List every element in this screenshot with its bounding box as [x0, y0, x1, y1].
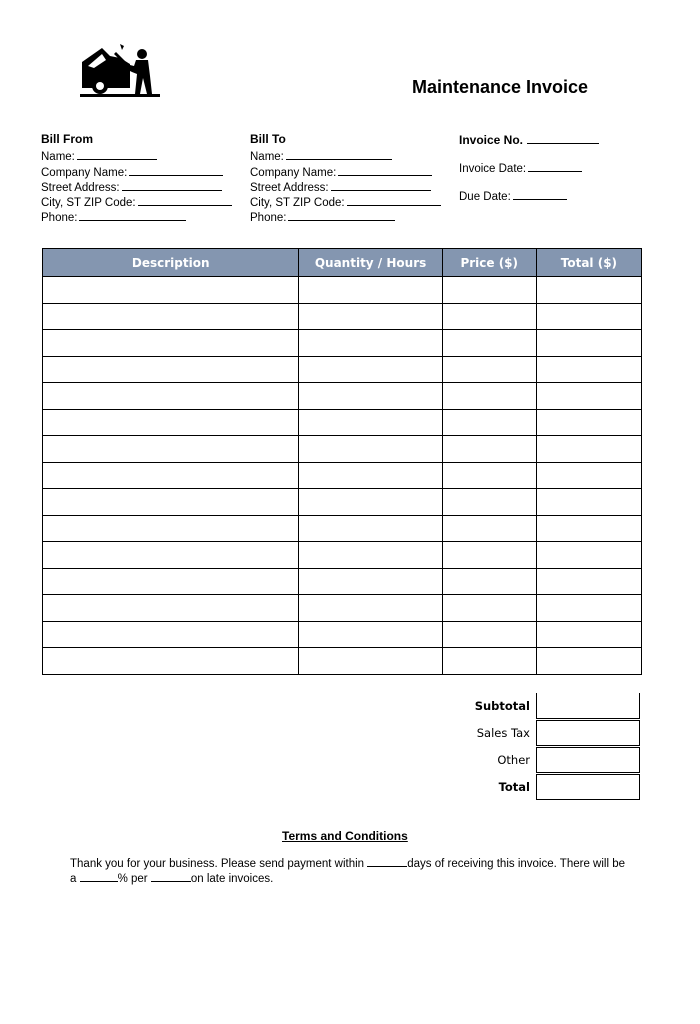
- quantity-cell[interactable]: [299, 542, 442, 569]
- quantity-cell[interactable]: [299, 383, 442, 410]
- total-cell[interactable]: [536, 568, 641, 595]
- table-row: [43, 277, 642, 304]
- other-label: Other: [497, 752, 530, 767]
- invoice-meta-section: [459, 133, 599, 217]
- bill-to-heading: Bill To: [250, 132, 286, 146]
- column-header-description: Description: [43, 249, 299, 277]
- price-cell[interactable]: [442, 303, 536, 330]
- quantity-cell[interactable]: [299, 277, 442, 304]
- table-row: [43, 383, 642, 410]
- sales-tax-label: Sales Tax: [476, 725, 530, 740]
- bill-to-company-field[interactable]: Company Name:: [250, 165, 441, 180]
- subtotal-row: [440, 692, 640, 719]
- bill-to-phone-field[interactable]: Phone:: [250, 210, 441, 225]
- subtotal-label: Subtotal: [474, 698, 530, 713]
- quantity-cell[interactable]: [299, 436, 442, 463]
- column-header-quantity: Quantity / Hours: [299, 249, 442, 277]
- sales-tax-row: [440, 719, 640, 746]
- table-row: [43, 621, 642, 648]
- description-cell[interactable]: [43, 409, 299, 436]
- table-row: [43, 595, 642, 622]
- bill-from-phone-field[interactable]: Phone:: [41, 210, 232, 225]
- total-cell[interactable]: [536, 542, 641, 569]
- table-row: [43, 462, 642, 489]
- price-cell[interactable]: [442, 648, 536, 675]
- total-cell[interactable]: [536, 383, 641, 410]
- due-date-field[interactable]: Due Date:: [459, 189, 599, 217]
- total-cell[interactable]: [536, 356, 641, 383]
- price-cell[interactable]: [442, 356, 536, 383]
- price-cell[interactable]: [442, 277, 536, 304]
- total-cell[interactable]: [536, 303, 641, 330]
- other-row: [440, 746, 640, 773]
- price-cell[interactable]: [442, 330, 536, 357]
- quantity-cell[interactable]: [299, 621, 442, 648]
- bill-to-street-field[interactable]: Street Address:: [250, 180, 441, 195]
- description-cell[interactable]: [43, 568, 299, 595]
- bill-to-section: [250, 133, 441, 226]
- quantity-cell[interactable]: [299, 648, 442, 675]
- table-row: [43, 303, 642, 330]
- description-cell[interactable]: [43, 462, 299, 489]
- total-label: Total: [498, 779, 530, 794]
- price-cell[interactable]: [442, 383, 536, 410]
- table-header-row: [43, 249, 642, 277]
- total-cell[interactable]: [536, 409, 641, 436]
- invoice-number-field[interactable]: Invoice No.: [459, 133, 599, 161]
- table-row: [43, 542, 642, 569]
- description-cell[interactable]: [43, 303, 299, 330]
- table-row: [43, 409, 642, 436]
- total-cell[interactable]: [536, 621, 641, 648]
- price-cell[interactable]: [442, 409, 536, 436]
- description-cell[interactable]: [43, 330, 299, 357]
- table-row: [43, 568, 642, 595]
- total-row: [440, 773, 640, 800]
- price-cell[interactable]: [442, 515, 536, 542]
- quantity-cell[interactable]: [299, 595, 442, 622]
- price-cell[interactable]: [442, 542, 536, 569]
- column-header-total: Total ($): [536, 249, 641, 277]
- bill-to-name-field[interactable]: Name:: [250, 149, 441, 164]
- bill-from-company-field[interactable]: Company Name:: [41, 165, 232, 180]
- description-cell[interactable]: [43, 515, 299, 542]
- document-title: Maintenance Invoice: [412, 77, 589, 97]
- terms-text: Thank you for your business. Please send payment within days of receiving this invoice. There will be a % per on late invoices.: [70, 858, 626, 885]
- other-cell[interactable]: [536, 747, 640, 773]
- line-items-table: [42, 248, 642, 675]
- subtotal-cell[interactable]: [536, 693, 640, 719]
- total-cell[interactable]: [536, 436, 641, 463]
- sales-tax-cell[interactable]: [536, 720, 640, 746]
- quantity-cell[interactable]: [299, 462, 442, 489]
- invoice-date-field[interactable]: Invoice Date:: [459, 161, 599, 189]
- description-cell[interactable]: [43, 648, 299, 675]
- table-row: [43, 515, 642, 542]
- description-cell[interactable]: [43, 356, 299, 383]
- description-cell[interactable]: [43, 595, 299, 622]
- bill-from-name-field[interactable]: Name:: [41, 149, 232, 164]
- bill-to-city-field[interactable]: City, ST ZIP Code:: [250, 195, 441, 210]
- price-cell[interactable]: [442, 595, 536, 622]
- total-cell[interactable]: [536, 330, 641, 357]
- price-cell[interactable]: [442, 621, 536, 648]
- terms-title: Terms and Conditions: [282, 829, 408, 843]
- table-body: [43, 277, 642, 675]
- quantity-cell[interactable]: [299, 303, 442, 330]
- total-cell[interactable]: [536, 489, 641, 516]
- bill-from-city-field[interactable]: City, ST ZIP Code:: [41, 195, 232, 210]
- description-cell[interactable]: [43, 383, 299, 410]
- table-row: [43, 489, 642, 516]
- total-cell[interactable]: [536, 277, 641, 304]
- table-row: [43, 436, 642, 463]
- total-cell[interactable]: [536, 462, 641, 489]
- price-cell[interactable]: [442, 489, 536, 516]
- quantity-cell[interactable]: [299, 356, 442, 383]
- table-row: [43, 648, 642, 675]
- mechanic-car-repair-icon: [80, 42, 160, 100]
- description-cell[interactable]: [43, 542, 299, 569]
- column-header-price: Price ($): [442, 249, 536, 277]
- quantity-cell[interactable]: [299, 568, 442, 595]
- total-cell[interactable]: [536, 774, 640, 800]
- quantity-cell[interactable]: [299, 515, 442, 542]
- price-cell[interactable]: [442, 462, 536, 489]
- description-cell[interactable]: [43, 489, 299, 516]
- quantity-cell[interactable]: [299, 330, 442, 357]
- total-cell[interactable]: [536, 515, 641, 542]
- quantity-cell[interactable]: [299, 489, 442, 516]
- bill-from-section: [41, 133, 232, 226]
- bill-from-street-field[interactable]: Street Address:: [41, 180, 232, 195]
- price-cell[interactable]: [442, 436, 536, 463]
- quantity-cell[interactable]: [299, 409, 442, 436]
- totals-section: [440, 692, 640, 800]
- bill-from-heading: Bill From: [41, 132, 94, 146]
- description-cell[interactable]: [43, 621, 299, 648]
- description-cell[interactable]: [43, 436, 299, 463]
- description-cell[interactable]: [43, 277, 299, 304]
- total-cell[interactable]: [536, 595, 641, 622]
- total-cell[interactable]: [536, 648, 641, 675]
- table-row: [43, 356, 642, 383]
- table-row: [43, 330, 642, 357]
- price-cell[interactable]: [442, 568, 536, 595]
